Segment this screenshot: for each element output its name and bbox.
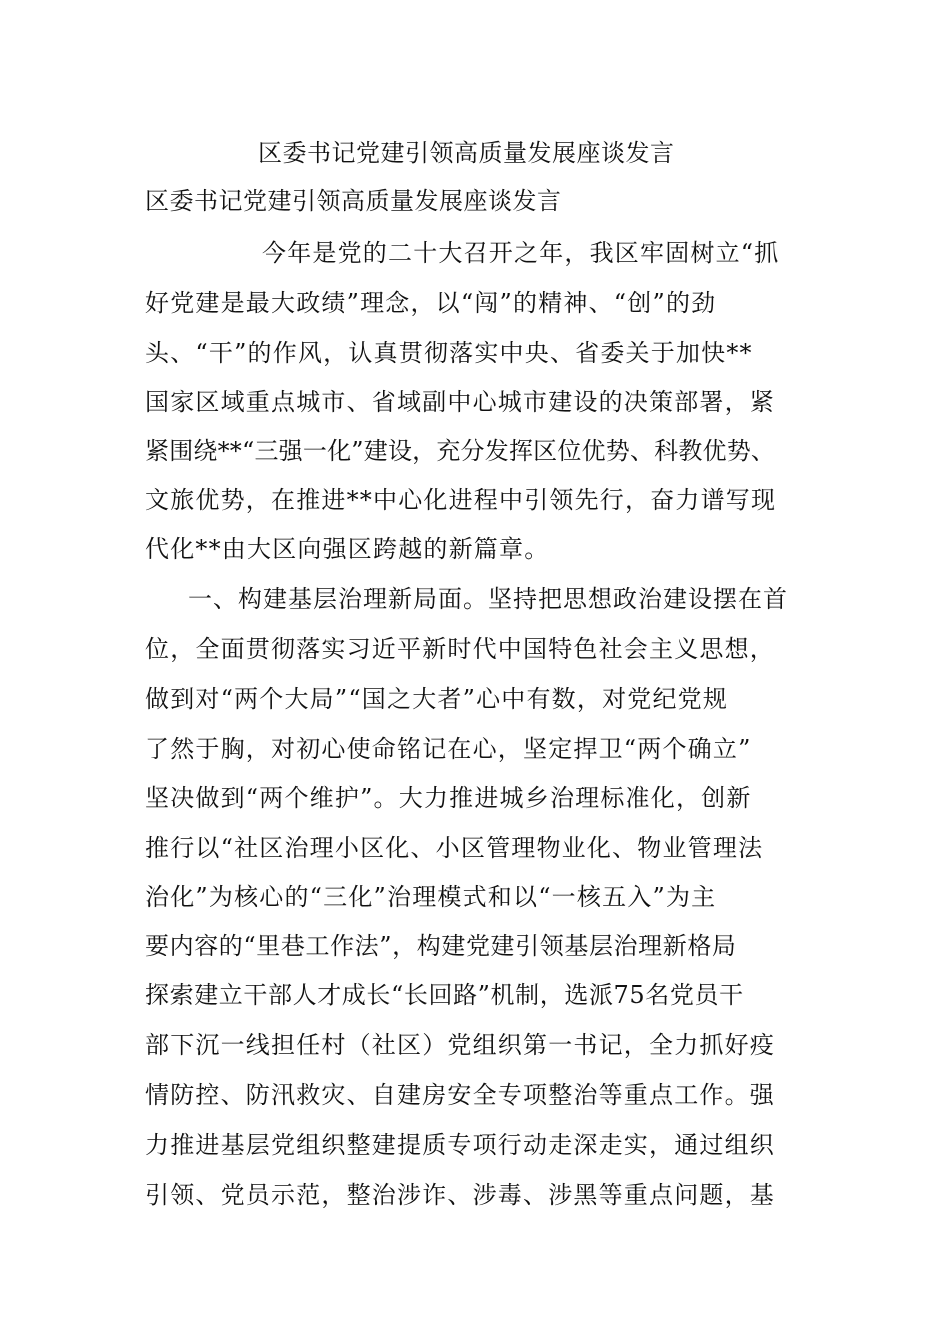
paragraph-line: 做到对“两个大局”“国之大者”心中有数，对党纪党规: [145, 685, 729, 713]
paragraph-line: 力推进基层党组织整建提质专项行动走深走实，通过组织: [145, 1131, 775, 1159]
paragraph-line: 推行以“社区治理小区化、小区管理物业化、物业管理法: [145, 834, 764, 862]
paragraph-line: 探索建立干部人才成长“长回路”机制，选派75名党员干: [145, 981, 744, 1009]
document-title: 区委书记党建引领高质量发展座谈发言: [258, 139, 675, 167]
document-subtitle: 区委书记党建引领高质量发展座谈发言: [145, 187, 562, 215]
paragraph-line: 紧围绕**“三强一化”建设，充分发挥区位优势、科教优势、: [145, 437, 776, 465]
paragraph-line: 位，全面贯彻落实习近平新时代中国特色社会主义思想，: [145, 635, 775, 663]
paragraph-line: 部下沉一线担任村（社区）党组织第一书记，全力抓好疫: [145, 1031, 775, 1059]
paragraph-line: 今年是党的二十大召开之年，我区牢固树立“抓: [262, 239, 780, 267]
paragraph-line: 引领、党员示范，整治涉诈、涉毒、涉黑等重点问题，基: [145, 1181, 775, 1209]
paragraph-line: 一、构建基层治理新局面。坚持把思想政治建设摆在首: [188, 585, 788, 613]
paragraph-line: 好党建是最大政绩”理念，以“闯”的精神、“创”的劲: [145, 289, 717, 317]
paragraph-line: 文旅优势，在推进**中心化进程中引领先行，奋力谱写现: [145, 486, 777, 514]
paragraph-line: 头、“干”的作风，认真贯彻落实中央、省委关于加快**: [145, 339, 753, 367]
paragraph-line: 坚决做到“两个维护”。大力推进城乡治理标准化，创新: [145, 784, 752, 812]
paragraph-line: 治化”为核心的“三化”治理模式和以“一核五入”为主: [145, 883, 717, 911]
paragraph-line: 情防控、防汛救灾、自建房安全专项整治等重点工作。强: [145, 1081, 775, 1109]
paragraph-line: 要内容的“里巷工作法”，构建党建引领基层治理新格局: [145, 932, 737, 960]
paragraph-line: 了然于胸，对初心使命铭记在心，坚定捍卫“两个确立”: [145, 735, 752, 763]
paragraph-line: 国家区域重点城市、省域副中心城市建设的决策部署，紧: [145, 388, 775, 416]
paragraph-line: 代化**由大区向强区跨越的新篇章。: [145, 535, 550, 563]
